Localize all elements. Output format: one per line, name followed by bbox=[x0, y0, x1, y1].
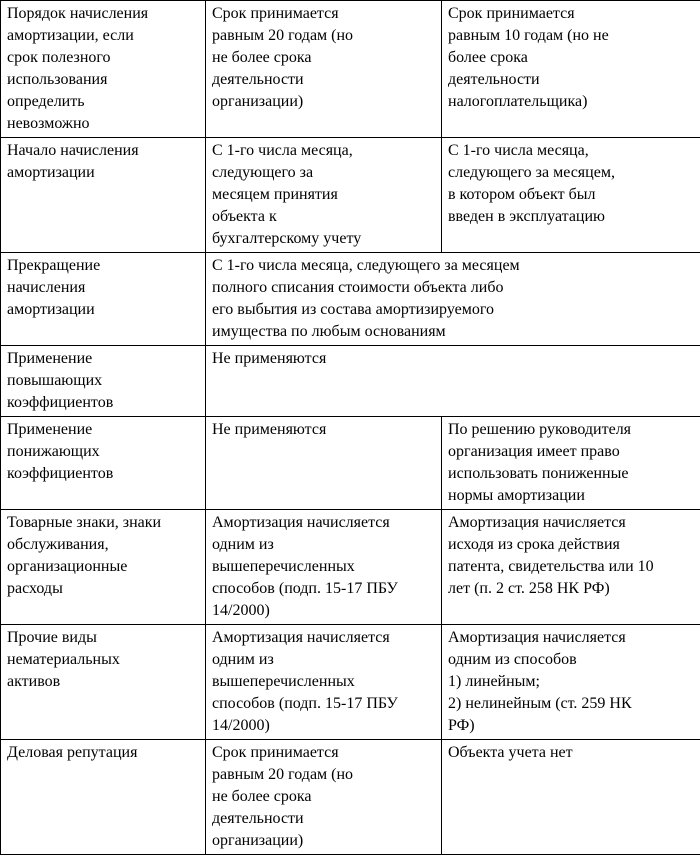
row-label-cell: Применение повышающих коэффициентов bbox=[1, 346, 206, 417]
table-row bbox=[1, 253, 700, 346]
table-row bbox=[1, 417, 700, 510]
row-label-cell: Порядок начисления амортизации, если срок полезного использования определить невозможно bbox=[1, 1, 206, 138]
tax-rule-cell: Срок принимается равным 10 годам (но не более срока деятельности налогоплательщика) bbox=[442, 1, 700, 138]
tax-rule-cell: Амортизация начисляется исходя из срока действия патента, свидетельства или 10 лет (п. 2 ст. 258 НК РФ) bbox=[442, 510, 700, 625]
row-label-cell: Прочие виды нематериальных активов bbox=[1, 625, 206, 740]
merged-rule-cell: С 1-го числа месяца, следующего за месяцем полного списания стоимости объекта либо его выбытия из состава амортизируемого имущества по любым основаниям bbox=[206, 253, 700, 346]
table-row bbox=[1, 625, 700, 740]
table-row bbox=[1, 346, 700, 417]
tax-rule-cell: С 1-го числа месяца, следующего за месяцем, в котором объект был введен в эксплуатацию bbox=[442, 138, 700, 253]
row-label-cell: Товарные знаки, знаки обслуживания, организационные расходы bbox=[1, 510, 206, 625]
accounting-rule-cell: Срок принимается равным 20 годам (но не более срока деятельности организации) bbox=[206, 1, 442, 138]
accounting-rule-cell: С 1-го числа месяца, следующего за месяцем принятия объекта к бухгалтерскому учету bbox=[206, 138, 442, 253]
accounting-rule-cell: Не применяются bbox=[206, 417, 442, 510]
table-row bbox=[1, 1, 700, 138]
merged-rule-cell: Не применяются bbox=[206, 346, 700, 417]
tax-rule-cell: Объекта учета нет bbox=[442, 740, 700, 855]
row-label-cell: Прекращение начисления амортизации bbox=[1, 253, 206, 346]
tax-rule-cell: Амортизация начисляется одним из способов 1) линейным; 2) нелинейным (ст. 259 НК РФ) bbox=[442, 625, 700, 740]
tax-rule-cell: По решению руководителя организация имеет право использовать пониженные нормы амортизации bbox=[442, 417, 700, 510]
table-row bbox=[1, 740, 700, 855]
row-label-cell: Начало начисления амортизации bbox=[1, 138, 206, 253]
table-row bbox=[1, 510, 700, 625]
row-label-cell: Применение понижающих коэффициентов bbox=[1, 417, 206, 510]
accounting-rule-cell: Амортизация начисляется одним из вышеперечисленных способов (подп. 15-17 ПБУ 14/2000) bbox=[206, 510, 442, 625]
accounting-rule-cell: Амортизация начисляется одним из вышеперечисленных способов (подп. 15-17 ПБУ 14/2000) bbox=[206, 625, 442, 740]
table-row bbox=[1, 138, 700, 253]
accounting-rule-cell: Срок принимается равным 20 годам (но не более срока деятельности организации) bbox=[206, 740, 442, 855]
row-label-cell: Деловая репутация bbox=[1, 740, 206, 855]
